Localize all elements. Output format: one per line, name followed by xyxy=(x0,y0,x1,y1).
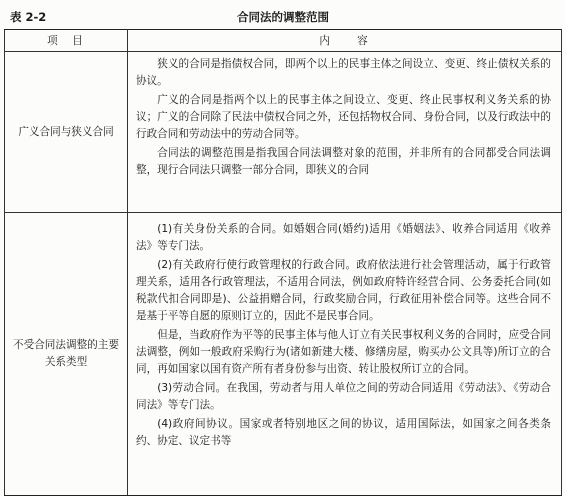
header-item: 项 目 xyxy=(5,30,128,52)
table-row xyxy=(5,52,562,213)
content-paragraph: (2)有关政府行使行政管理权的行政合同。政府依法进行社会管理活动，属于行政管理关系，适用各行政管理法，不适用合同法，例如政府特许经营合同、公务委托合同(如税款代扣合同即是)、公益捐赠合同，行政奖励合同，行政征用补偿合同等。这些合同不是基于平等自愿的原则订立的，因此不是民事合同。 xyxy=(136,259,551,322)
table-number: 表 2-2 xyxy=(10,10,47,24)
table-row xyxy=(5,213,562,496)
row-label: 广义合同与狭义合同 xyxy=(5,52,128,213)
content-paragraph: 但是，当政府作为平等的民事主体与他人订立有关民事权利义务的合同时，应受合同法调整，例如一般政府采购行为(诸如新建大楼、修缮房屋，购买办公文具等)所订立的合同，再如国家以国有资产所有者身份参与出资、转让股权所订立的合同。 xyxy=(136,329,551,375)
scope-table xyxy=(4,29,562,496)
table-caption xyxy=(8,9,558,27)
table-header-row xyxy=(5,30,562,52)
table-title: 合同法的调整范围 xyxy=(237,10,329,24)
content-paragraph: (4)政府间协议。国家或者特别地区之间的协议，适用国际法，如国家之间各类条约、协定、议定书等 xyxy=(136,418,551,447)
content-paragraph: 狭义的合同是指债权合同，即两个以上的民事主体之间设立、变更、终止债权关系的协议。 xyxy=(136,58,551,87)
row-label-text: 不受合同法调整的主要关系类型 xyxy=(13,339,119,368)
row-label xyxy=(5,213,128,496)
content-paragraph: 合同法的调整范围是指我国合同法调整对象的范围，并非所有的合同都受合同法调整，现行合同法只调整一部分合同，即狭义的合同 xyxy=(136,147,551,176)
content-paragraph: (1)有关身份关系的合同。如婚姻合同(婚约)适用《婚姻法》、收养合同适用《收养法》等专门法。 xyxy=(136,223,551,252)
row-content xyxy=(128,213,562,496)
content-paragraph: 广义的合同是指两个以上的民事主体之间设立、变更、终止民事权利义务关系的协议；广义的合同除了民法中债权合同之外，还包括物权合同、身份合同，以及行政法中的行政合同和劳动法中的劳动合同等。 xyxy=(136,94,551,140)
header-content: 内 容 xyxy=(128,30,562,52)
content-paragraph: (3)劳动合同。在我国，劳动者与用人单位之间的劳动合同适用《劳动法》、《劳动合同法》等专门法。 xyxy=(136,382,551,411)
row-content xyxy=(128,52,562,213)
